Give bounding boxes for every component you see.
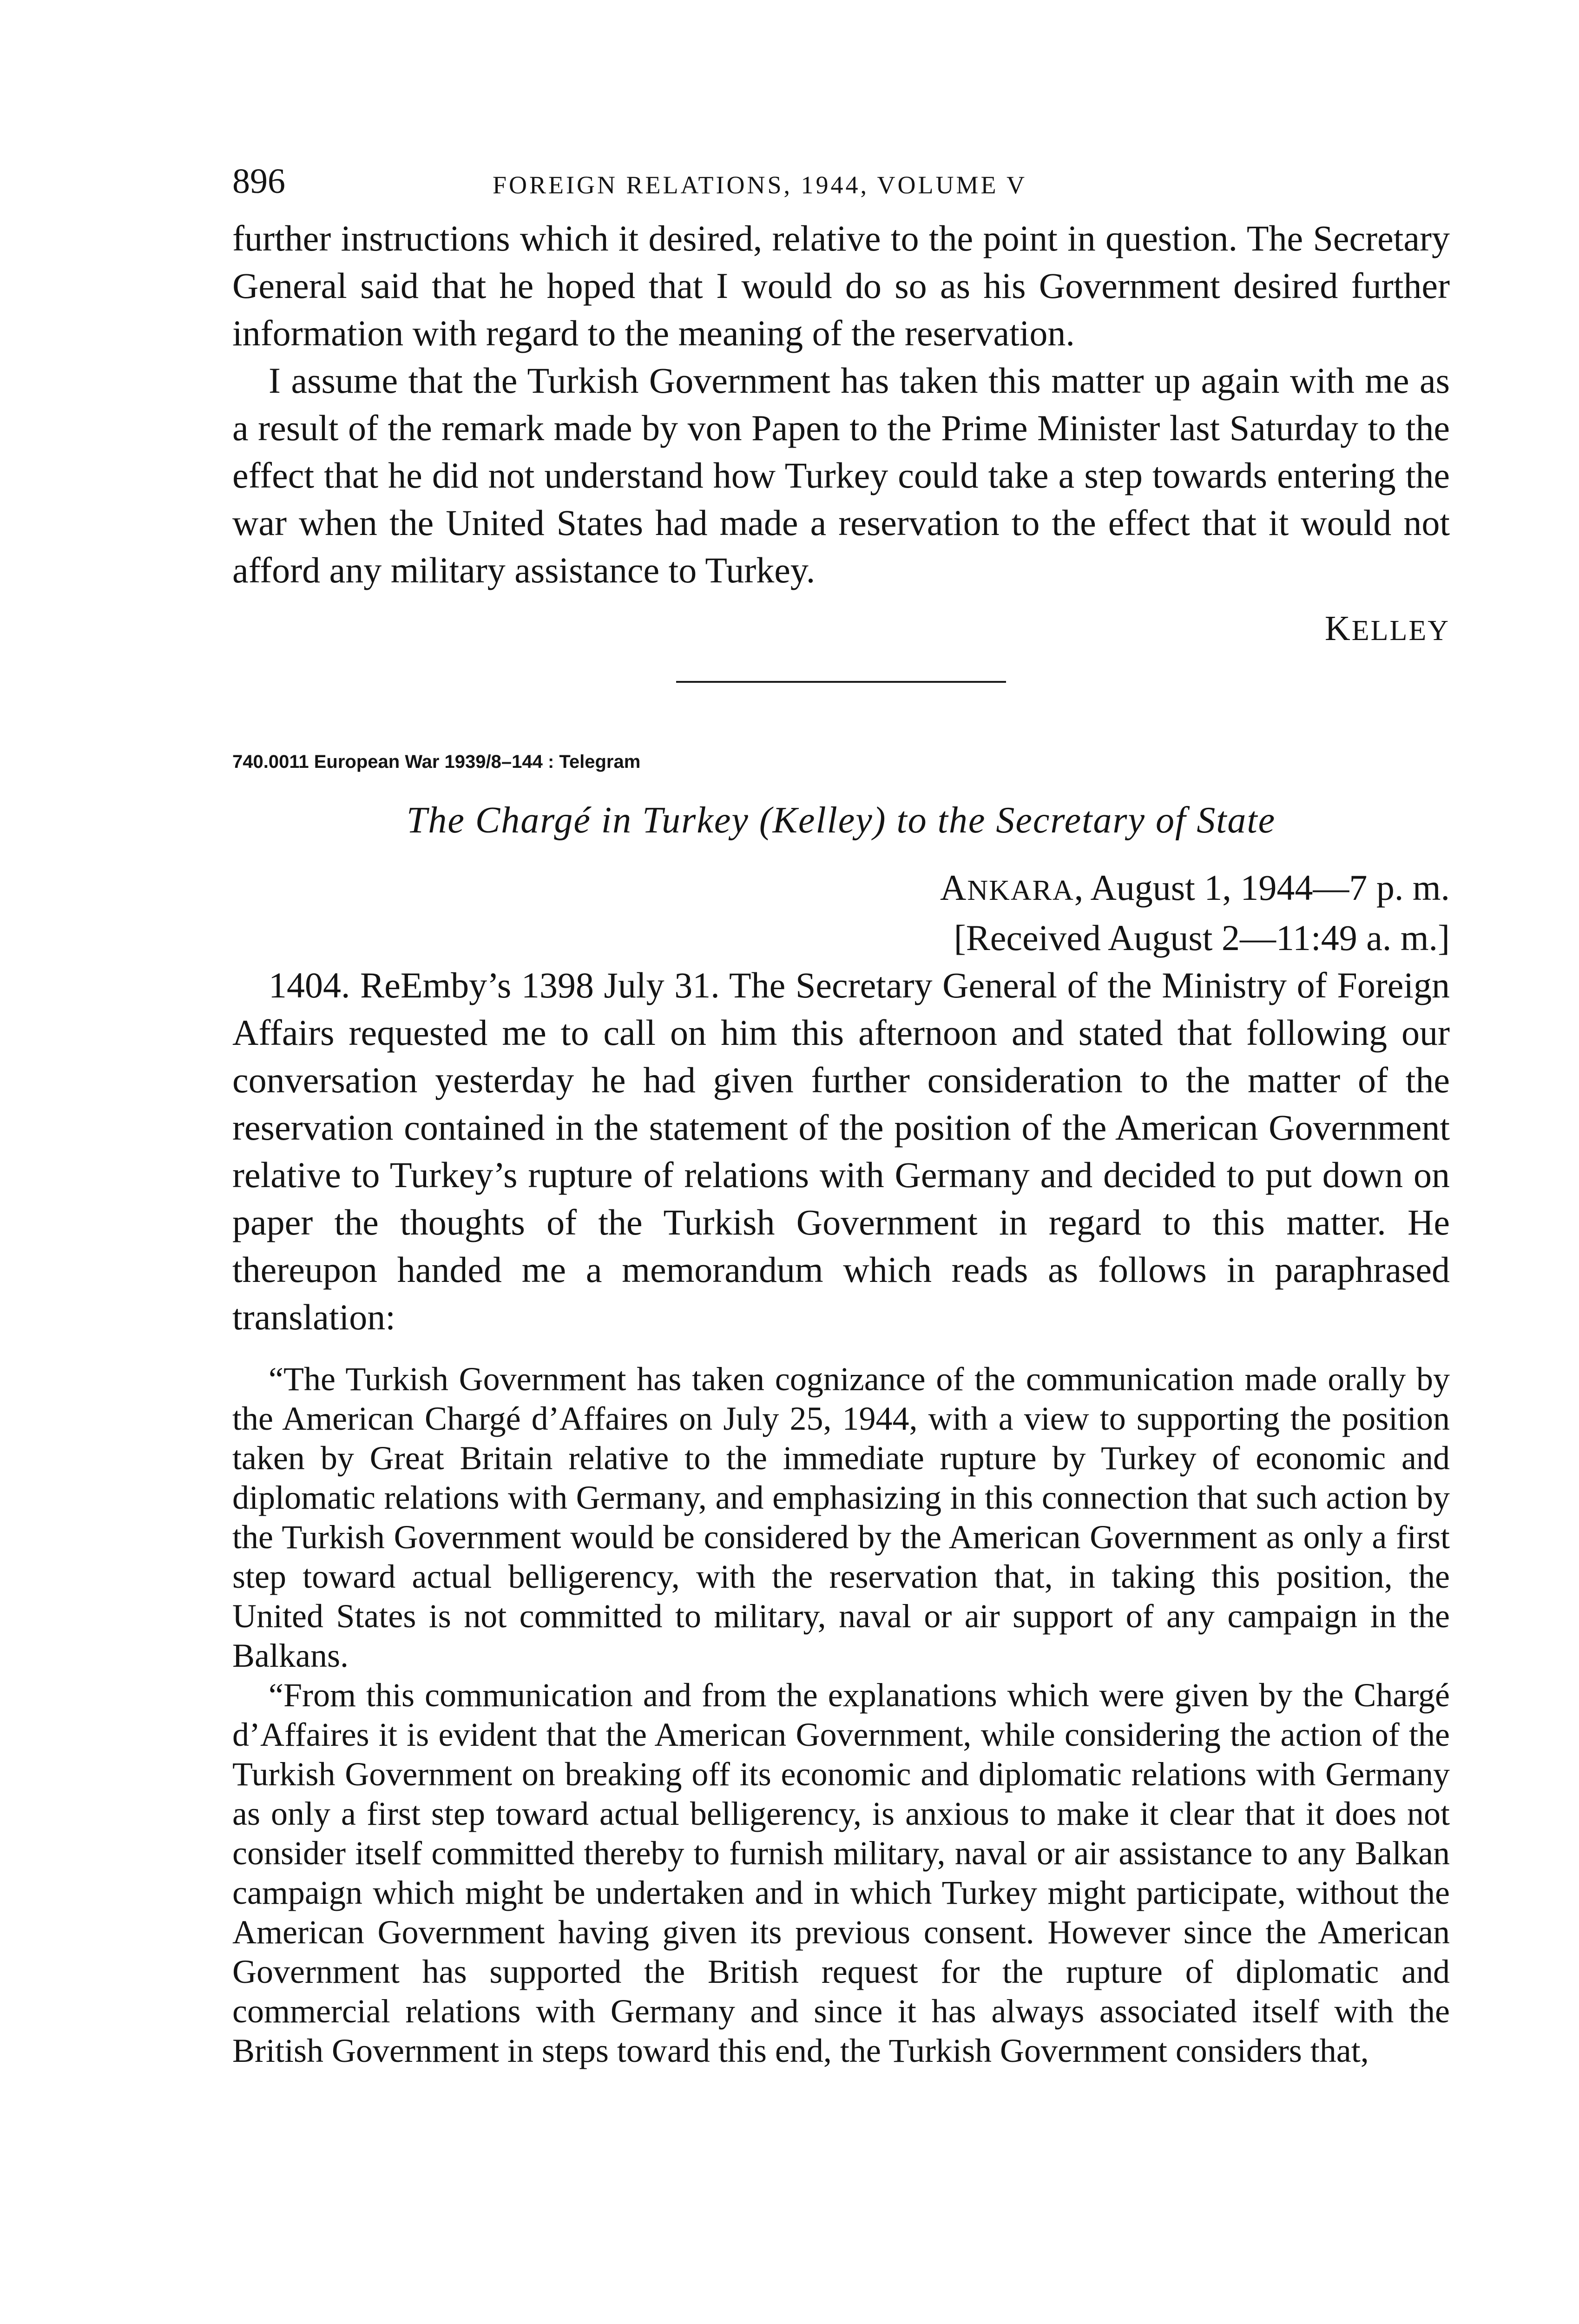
dateline-date: , August 1, 1944—7 p. m. (1074, 867, 1450, 908)
document-title: The Chargé in Turkey (Kelley) to the Secretary of State (406, 800, 1276, 841)
continued-paragraph: further instructions which it desired, relative to the point in question. The Secretary General said that he hoped that I would do so as his Government desired further information with regard to the meaning of the reservation. (232, 218, 1450, 353)
quoted-memorandum-paragraph-1: “The Turkish Government has taken cognizance of the communication made orally by the American Chargé d’Affaires on July 25, 1944, with a view to supporting the position taken by Great Britain relative to the immediate rupture by Turkey of economic and diplomatic relations with Germany, and emphasizing in this connection that such action by the Turkish Government would be considered by the American Government as only a first step toward actual belligerency, with the reservation that, in taking this position, the United States is not committed to military, naval or air support of any campaign in the Balkans. (232, 1360, 1450, 1674)
telegram-body: 1404. ReEmby’s 1398 July 31. The Secretary General of the Ministry of Foreign Affairs requested me to call on him this afternoon and stated that following our conversation yesterday he had given further consideration to the matter of the reservation contained in the statement of the position of the American Government relative to Turkey’s rupture of relations with Germany and decided to put down on paper the thoughts of the Turkish Government in regard to this matter. He thereupon handed me a memorandum which reads as follows in paraphrased translation: (232, 965, 1450, 1337)
dateline (232, 864, 1450, 914)
running-header (232, 158, 1450, 209)
file-reference: 740.0011 European War 1939/8–144 : Telegram (232, 752, 641, 772)
signature-kelley: KELLEY (1324, 609, 1450, 648)
quoted-memorandum-paragraph-2: “From this communication and from the explanations which were given by the Chargé d’Affaires it is evident that the American Government, while considering the action of the Turkish Government on breaking off its economic and diplomatic relations with Germany as only a first step toward actual belligerency, is anxious to make it clear that it does not consider itself committed thereby to furnish military, naval or air assistance to any Balkan campaign which might be undertaken and in which Turkey might participate, without the American Government having given its previous consent. However since the American Government has supported the British request for the rupture of diplomatic and commercial relations with Germany and since it has always associated itself with the British Government in steps toward this end, the Turkish Government considers that, (232, 1677, 1450, 2069)
dateline-place: ANKARA (940, 867, 1074, 908)
received-line: [Received August 2—11:49 a. m.] (954, 918, 1450, 958)
section-divider (676, 681, 1006, 683)
running-header-title: FOREIGN RELATIONS, 1944, VOLUME V (493, 171, 1027, 199)
paragraph-von-papen: I assume that the Turkish Government has taken this matter up again with me as a result of the remark made by von Papen to the Prime Minister last Saturday to the effect that he did not understand how Turkey could take a step towards entering the war when the United States had made a reservation to the effect that it would not afford any military assistance to Turkey. (232, 360, 1450, 590)
document-page (232, 158, 1450, 2071)
page-number: 896 (232, 162, 285, 201)
